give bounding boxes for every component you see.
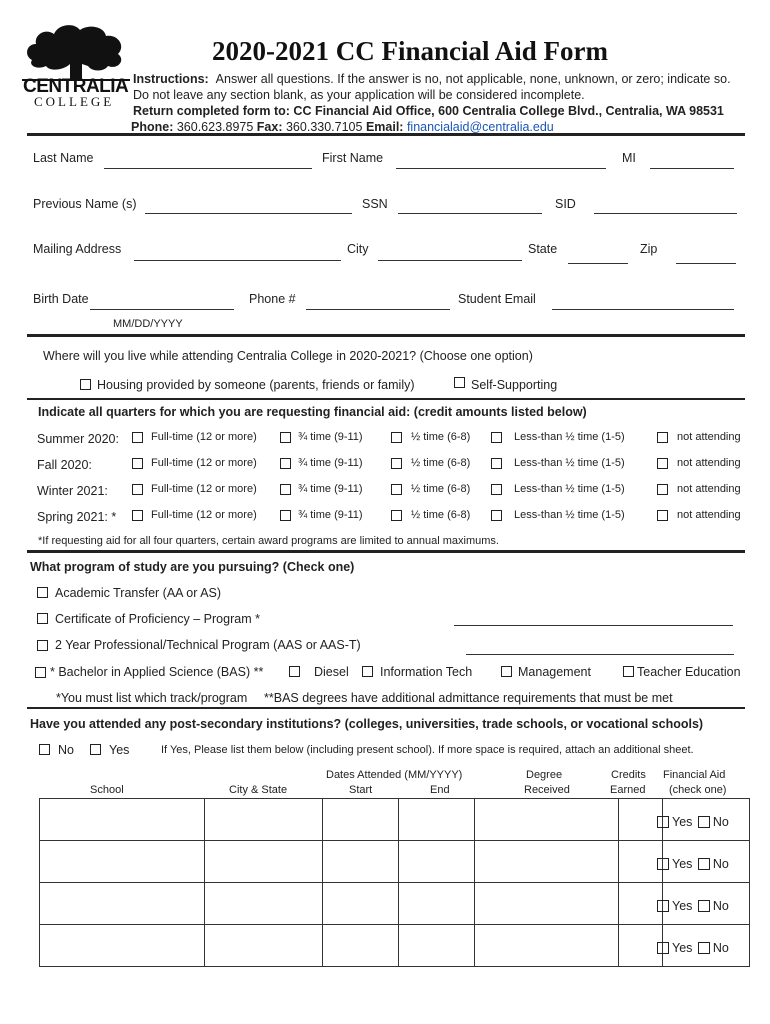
not-attending-checkbox[interactable] bbox=[657, 458, 668, 469]
instructions-line1: Answer all questions. If the answer is no, not applicable, none, unknown, or zero; indicate so. bbox=[215, 72, 731, 86]
col-start-header: Start bbox=[349, 784, 373, 796]
last-name-field[interactable] bbox=[104, 168, 312, 169]
previous-name-field[interactable] bbox=[145, 213, 352, 214]
fa-no-checkbox[interactable] bbox=[698, 858, 710, 870]
bas-diesel-checkbox[interactable] bbox=[289, 666, 300, 677]
attended-yes-checkbox[interactable] bbox=[90, 744, 101, 755]
end-cell[interactable] bbox=[399, 841, 475, 883]
phone-number: 360.623.8975 bbox=[176, 120, 254, 134]
mailing-address-field[interactable] bbox=[134, 260, 341, 261]
bas-teacher-label: Teacher Education bbox=[637, 665, 741, 679]
program-heading: What program of study are you pursuing? (Check one) bbox=[30, 560, 355, 574]
not-attending-label: not attending bbox=[677, 457, 741, 469]
fa-yes-checkbox[interactable] bbox=[657, 900, 669, 912]
quarters-heading: Indicate all quarters for which you are requesting financial aid: (credit amounts listed below) bbox=[38, 405, 587, 419]
quarter-name: Spring 2021: * bbox=[37, 510, 117, 524]
half-time-checkbox[interactable] bbox=[391, 510, 402, 521]
quarter-name: Winter 2021: bbox=[37, 484, 108, 498]
row2-fa-options bbox=[657, 857, 729, 871]
row4-fa-options bbox=[657, 941, 729, 955]
phone-field[interactable] bbox=[306, 309, 450, 310]
sid-field[interactable] bbox=[594, 213, 737, 214]
col-degree-header-2: Received bbox=[524, 784, 570, 796]
start-cell[interactable] bbox=[323, 925, 399, 967]
college-logo bbox=[22, 22, 130, 107]
certificate-label: Certificate of Proficiency – Program * bbox=[55, 612, 260, 626]
mi-label: MI bbox=[622, 151, 636, 165]
col-fa-header-1: Financial Aid bbox=[663, 769, 726, 781]
quarter-name: Fall 2020: bbox=[37, 458, 92, 472]
bas-checkbox[interactable] bbox=[35, 667, 46, 678]
city-state-cell[interactable] bbox=[205, 883, 323, 925]
header-divider bbox=[27, 133, 745, 136]
state-label: State bbox=[528, 242, 558, 256]
city-field[interactable] bbox=[378, 260, 522, 261]
end-cell[interactable] bbox=[399, 925, 475, 967]
student-email-label: Student Email bbox=[458, 292, 536, 306]
fa-yes-label: Yes bbox=[672, 941, 693, 955]
fax-label: Fax: bbox=[256, 120, 283, 134]
three-quarter-label: ¾ time (9-11) bbox=[298, 431, 363, 443]
certificate-checkbox[interactable] bbox=[37, 613, 48, 624]
less-than-half-checkbox[interactable] bbox=[491, 432, 502, 443]
birth-date-label: Birth Date bbox=[33, 292, 89, 306]
half-time-label: ½ time (6-8) bbox=[411, 457, 471, 469]
email-label: Email: bbox=[365, 120, 404, 134]
credits-cell[interactable] bbox=[619, 841, 663, 883]
postsecondary-instructions: If Yes, Please list them below (including present school). If more space is required, attach an additional sheet. bbox=[161, 744, 694, 756]
start-cell[interactable] bbox=[323, 841, 399, 883]
fa-no-label: No bbox=[712, 857, 729, 871]
program-divider bbox=[27, 707, 745, 709]
not-attending-checkbox[interactable] bbox=[657, 484, 668, 495]
fa-yes-label: Yes bbox=[672, 815, 693, 829]
not-attending-label: not attending bbox=[677, 483, 741, 495]
attended-no-label: No bbox=[58, 743, 74, 757]
bas-teacher-checkbox[interactable] bbox=[623, 666, 634, 677]
birth-date-field[interactable] bbox=[90, 309, 234, 310]
ssn-field[interactable] bbox=[398, 213, 542, 214]
three-quarter-checkbox[interactable] bbox=[280, 458, 291, 469]
ssn-label: SSN bbox=[362, 197, 388, 211]
contact-line bbox=[131, 120, 554, 134]
school-cell[interactable] bbox=[40, 883, 205, 925]
housing-divider bbox=[27, 398, 745, 400]
postsecondary-heading: Have you attended any post-secondary institutions? (colleges, universities, trade schools, or vocational schools) bbox=[30, 717, 704, 731]
col-school-header: School bbox=[90, 784, 124, 796]
half-time-checkbox[interactable] bbox=[391, 484, 402, 495]
personal-divider bbox=[27, 334, 745, 337]
professional-program-field[interactable] bbox=[466, 654, 734, 655]
fax-number: 360.330.7105 bbox=[285, 120, 363, 134]
col-fa-header-2: (check one) bbox=[669, 784, 727, 796]
fulltime-label: Full-time (12 or more) bbox=[151, 457, 257, 469]
city-state-cell[interactable] bbox=[205, 925, 323, 967]
fulltime-checkbox[interactable] bbox=[132, 458, 143, 469]
last-name-label: Last Name bbox=[33, 151, 94, 165]
professional-technical-label: 2 Year Professional/Technical Program (AAS or AAS-T) bbox=[55, 638, 361, 652]
credits-cell[interactable] bbox=[619, 799, 663, 841]
less-than-half-label: Less-than ½ time (1-5) bbox=[514, 509, 625, 521]
degree-cell[interactable] bbox=[475, 925, 619, 967]
school-cell[interactable] bbox=[40, 841, 205, 883]
row1-fa-options bbox=[657, 815, 729, 829]
col-degree-header-1: Degree bbox=[526, 769, 563, 781]
zip-field[interactable] bbox=[676, 263, 736, 264]
three-quarter-label: ¾ time (9-11) bbox=[298, 457, 363, 469]
city-label: City bbox=[347, 242, 369, 256]
city-state-cell[interactable] bbox=[205, 799, 323, 841]
academic-transfer-label: Academic Transfer (AA or AS) bbox=[55, 586, 222, 600]
half-time-checkbox[interactable] bbox=[391, 432, 402, 443]
mi-field[interactable] bbox=[650, 168, 734, 169]
end-cell[interactable] bbox=[399, 883, 475, 925]
table-row bbox=[40, 925, 750, 967]
email-link[interactable]: financialaid@centralia.edu bbox=[406, 120, 554, 134]
housing-provided-label: Housing provided by someone (parents, friends or family) bbox=[97, 378, 415, 392]
fa-yes-label: Yes bbox=[672, 899, 693, 913]
col-credits-header-1: Credits bbox=[611, 769, 646, 781]
housing-provided-checkbox[interactable] bbox=[80, 379, 91, 390]
form-title: 2020-2021 CC Financial Aid Form bbox=[212, 36, 608, 66]
mailing-address-label: Mailing Address bbox=[33, 242, 122, 256]
bas-management-label: Management bbox=[518, 665, 591, 679]
fa-yes-checkbox[interactable] bbox=[657, 942, 669, 954]
row3-fa-options bbox=[657, 899, 729, 913]
attended-no-checkbox[interactable] bbox=[39, 744, 50, 755]
quarters-divider bbox=[27, 550, 745, 553]
bas-it-label: Information Tech bbox=[380, 665, 473, 679]
logo-text-centralia: CENTRALIA bbox=[23, 76, 129, 97]
degree-cell[interactable] bbox=[475, 799, 619, 841]
three-quarter-checkbox[interactable] bbox=[280, 510, 291, 521]
three-quarter-checkbox[interactable] bbox=[280, 484, 291, 495]
fa-yes-checkbox[interactable] bbox=[657, 858, 669, 870]
return-address: Return completed form to: CC Financial Aid Office, 600 Centralia College Blvd., Centralia, WA 98531 bbox=[133, 104, 724, 118]
zip-label: Zip bbox=[640, 242, 658, 256]
certificate-program-field[interactable] bbox=[454, 625, 733, 626]
table-row bbox=[40, 883, 750, 925]
student-email-field[interactable] bbox=[552, 309, 734, 310]
half-time-label: ½ time (6-8) bbox=[411, 509, 471, 521]
tree-icon bbox=[22, 22, 130, 84]
col-dates-header: Dates Attended (MM/YYYY) bbox=[326, 769, 463, 781]
quarters-footnote: *If requesting aid for all four quarters, certain award programs are limited to annual maximums. bbox=[38, 535, 499, 547]
sid-label: SID bbox=[555, 197, 576, 211]
school-cell[interactable] bbox=[40, 925, 205, 967]
half-time-label: ½ time (6-8) bbox=[411, 431, 471, 443]
fa-no-checkbox[interactable] bbox=[698, 942, 710, 954]
less-than-half-label: Less-than ½ time (1-5) bbox=[514, 483, 625, 495]
fulltime-label: Full-time (12 or more) bbox=[151, 431, 257, 443]
table-row bbox=[40, 799, 750, 841]
self-supporting-checkbox[interactable] bbox=[454, 377, 465, 388]
fa-no-checkbox[interactable] bbox=[698, 900, 710, 912]
quarter-name: Summer 2020: bbox=[37, 432, 119, 446]
credits-cell[interactable] bbox=[619, 883, 663, 925]
fa-no-checkbox[interactable] bbox=[698, 816, 710, 828]
first-name-field[interactable] bbox=[396, 168, 606, 169]
academic-transfer-checkbox[interactable] bbox=[37, 587, 48, 598]
date-format-hint: MM/DD/YYYY bbox=[113, 318, 183, 330]
phone-field-label: Phone # bbox=[249, 292, 296, 306]
school-cell[interactable] bbox=[40, 799, 205, 841]
less-than-half-checkbox[interactable] bbox=[491, 458, 502, 469]
start-cell[interactable] bbox=[323, 799, 399, 841]
fulltime-checkbox[interactable] bbox=[132, 510, 143, 521]
instructions bbox=[133, 72, 731, 86]
housing-question: Where will you live while attending Centralia College in 2020-2021? (Choose one option) bbox=[43, 349, 533, 363]
fulltime-label: Full-time (12 or more) bbox=[151, 509, 257, 521]
not-attending-label: not attending bbox=[677, 431, 741, 443]
bas-it-checkbox[interactable] bbox=[362, 666, 373, 677]
instructions-label: Instructions: bbox=[133, 72, 209, 86]
three-quarter-label: ¾ time (9-11) bbox=[298, 483, 363, 495]
bas-management-checkbox[interactable] bbox=[501, 666, 512, 677]
fa-no-label: No bbox=[712, 941, 729, 955]
previous-name-label: Previous Name (s) bbox=[33, 197, 137, 211]
phone-label: Phone: bbox=[131, 120, 174, 134]
first-name-label: First Name bbox=[322, 151, 384, 165]
less-than-half-label: Less-than ½ time (1-5) bbox=[514, 457, 625, 469]
program-note-track: *You must list which track/program bbox=[56, 691, 248, 705]
fulltime-label: Full-time (12 or more) bbox=[151, 483, 257, 495]
fa-yes-checkbox[interactable] bbox=[657, 816, 669, 828]
half-time-label: ½ time (6-8) bbox=[411, 483, 471, 495]
col-credits-header-2: Earned bbox=[610, 784, 646, 796]
start-cell[interactable] bbox=[323, 883, 399, 925]
fulltime-checkbox[interactable] bbox=[132, 484, 143, 495]
col-end-header: End bbox=[430, 784, 450, 796]
less-than-half-checkbox[interactable] bbox=[491, 510, 502, 521]
program-note-bas: **BAS degrees have additional admittance requirements that must be met bbox=[264, 691, 673, 705]
fa-no-label: No bbox=[712, 899, 729, 913]
degree-cell[interactable] bbox=[475, 841, 619, 883]
fa-no-label: No bbox=[712, 815, 729, 829]
bas-label: * Bachelor in Applied Science (BAS) ** bbox=[50, 665, 264, 679]
schools-table bbox=[39, 798, 750, 967]
degree-cell[interactable] bbox=[475, 883, 619, 925]
city-state-cell[interactable] bbox=[205, 841, 323, 883]
three-quarter-label: ¾ time (9-11) bbox=[298, 509, 363, 521]
not-attending-checkbox[interactable] bbox=[657, 510, 668, 521]
less-than-half-checkbox[interactable] bbox=[491, 484, 502, 495]
self-supporting-label: Self-Supporting bbox=[471, 378, 558, 392]
table-row bbox=[40, 841, 750, 883]
end-cell[interactable] bbox=[399, 799, 475, 841]
half-time-checkbox[interactable] bbox=[391, 458, 402, 469]
logo-text-college: COLLEGE bbox=[34, 94, 115, 109]
professional-technical-checkbox[interactable] bbox=[37, 640, 48, 651]
credits-cell[interactable] bbox=[619, 925, 663, 967]
fulltime-checkbox[interactable] bbox=[132, 432, 143, 443]
fa-yes-label: Yes bbox=[672, 857, 693, 871]
attended-yes-label: Yes bbox=[109, 743, 130, 757]
three-quarter-checkbox[interactable] bbox=[280, 432, 291, 443]
less-than-half-label: Less-than ½ time (1-5) bbox=[514, 431, 625, 443]
col-city-state-header: City & State bbox=[229, 784, 288, 796]
not-attending-label: not attending bbox=[677, 509, 741, 521]
state-field[interactable] bbox=[568, 263, 628, 264]
not-attending-checkbox[interactable] bbox=[657, 432, 668, 443]
instructions-line2: Do not leave any section blank, as your application will be considered incomplete. bbox=[133, 88, 585, 102]
bas-diesel-label: Diesel bbox=[314, 665, 349, 679]
